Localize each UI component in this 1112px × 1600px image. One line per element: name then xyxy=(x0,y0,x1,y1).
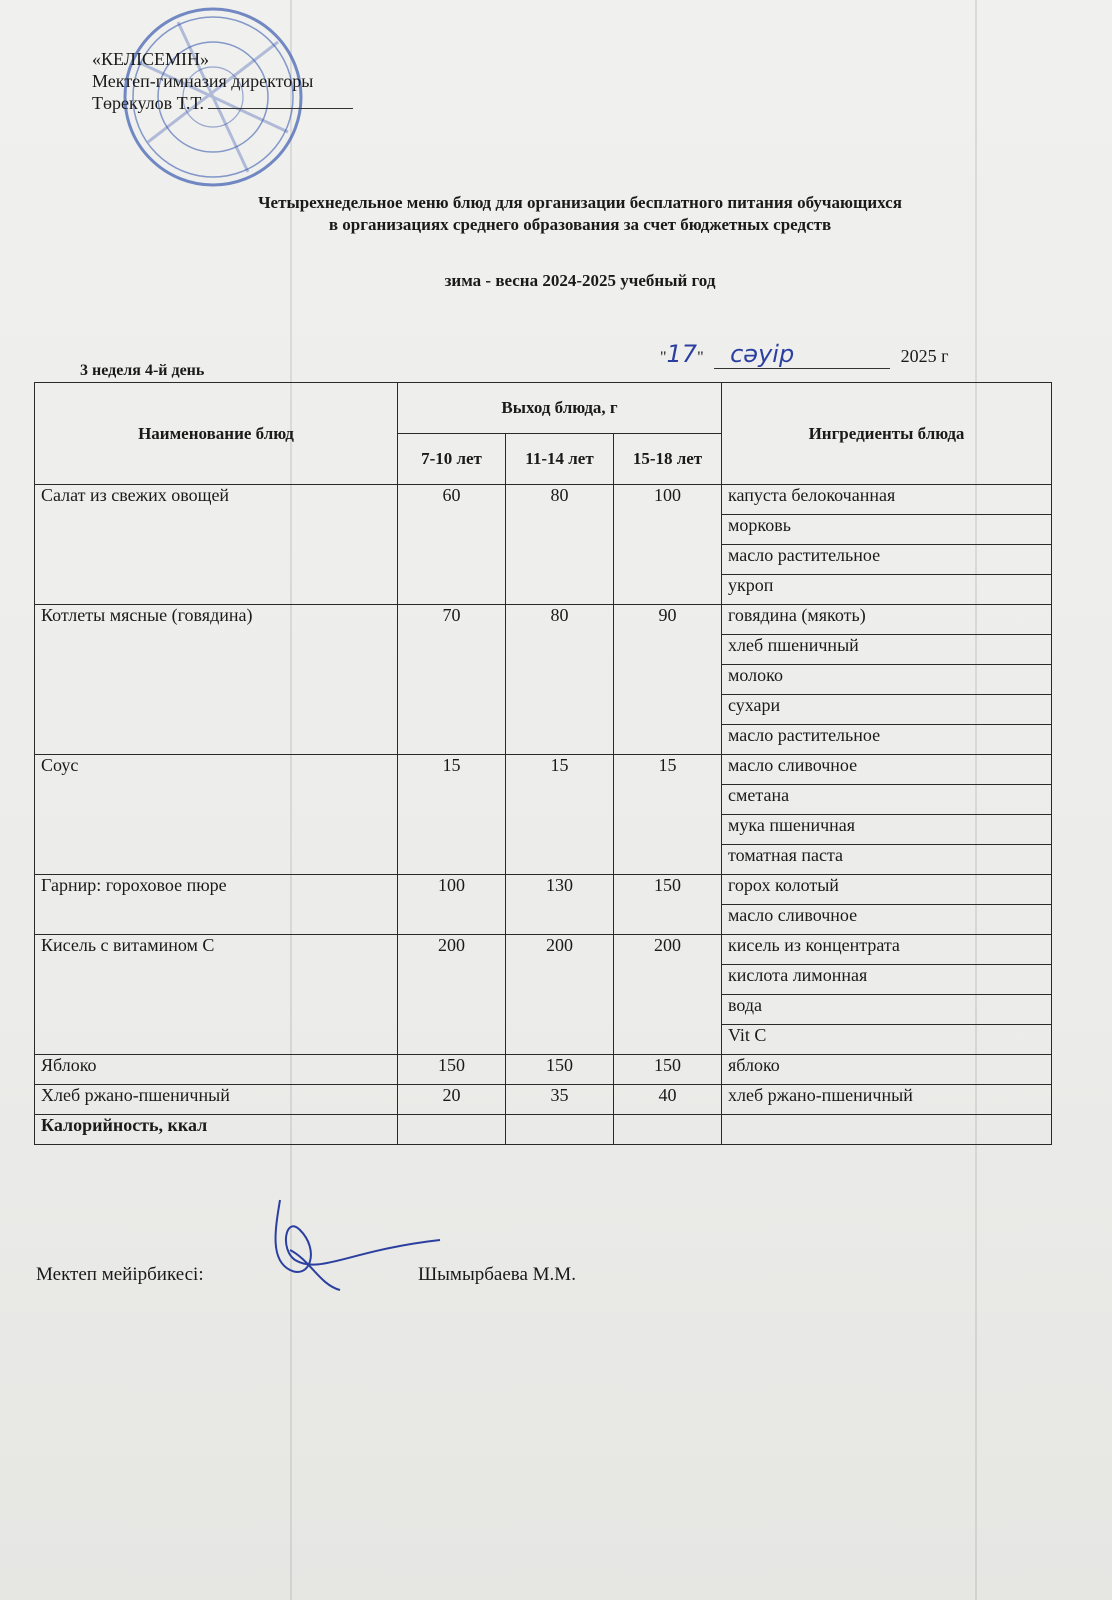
approval-block xyxy=(92,48,353,114)
calorie-cell xyxy=(722,1115,1052,1145)
document-title xyxy=(150,192,1010,236)
dish-output-v3: 40 xyxy=(614,1085,722,1115)
header-ingredients: Ингредиенты блюда xyxy=(722,383,1052,485)
date-year: 2025 г xyxy=(900,346,949,366)
calorie-row xyxy=(35,1115,1052,1145)
calorie-cell xyxy=(614,1115,722,1145)
nurse-name: Шымырбаева М.М. xyxy=(418,1264,576,1285)
dish-output-v1: 200 xyxy=(398,935,506,1055)
table-row xyxy=(35,1055,1052,1085)
table-row xyxy=(35,755,1052,785)
dish-output-v1: 70 xyxy=(398,605,506,755)
ingredient: масло растительное xyxy=(722,545,1052,575)
header-age-3: 15-18 лет xyxy=(614,434,722,485)
dish-name: Салат из свежих овощей xyxy=(35,485,398,605)
ingredient: горох колотый xyxy=(722,875,1052,905)
dish-output-v3: 200 xyxy=(614,935,722,1055)
ingredient: мука пшеничная xyxy=(722,815,1052,845)
ingredient: масло сливочное xyxy=(722,905,1052,935)
dish-output-v2: 35 xyxy=(506,1085,614,1115)
table-row xyxy=(35,1085,1052,1115)
ingredient: капуста белокочанная xyxy=(722,485,1052,515)
dish-output-v1: 60 xyxy=(398,485,506,605)
dish-name: Хлеб ржано-пшеничный xyxy=(35,1085,398,1115)
dish-output-v3: 100 xyxy=(614,485,722,605)
dish-name: Кисель с витамином С xyxy=(35,935,398,1055)
dish-name: Котлеты мясные (говядина) xyxy=(35,605,398,755)
season-title: зима - весна 2024-2025 учебный год xyxy=(444,271,716,290)
ingredient: хлеб ржано-пшеничный xyxy=(722,1085,1052,1115)
dish-output-v3: 150 xyxy=(614,1055,722,1085)
calorie-label: Калорийность, ккал xyxy=(35,1115,398,1145)
director-name: Төрекулов Т.Т. xyxy=(92,93,205,113)
ingredient: масло растительное xyxy=(722,725,1052,755)
ingredient: яблоко xyxy=(722,1055,1052,1085)
dish-output-v2: 15 xyxy=(506,755,614,875)
dish-output-v1: 150 xyxy=(398,1055,506,1085)
nurse-label: Мектеп мейірбикесі: xyxy=(36,1264,204,1285)
table-row xyxy=(35,935,1052,965)
director-position: Мектеп-гимназия директоры xyxy=(92,71,314,91)
ingredient: говядина (мякоть) xyxy=(722,605,1052,635)
ingredient: Vit C xyxy=(722,1025,1052,1055)
dish-output-v2: 200 xyxy=(506,935,614,1055)
table-row xyxy=(35,875,1052,905)
approval-label: «КЕЛІСЕМІН» xyxy=(92,49,209,69)
dish-output-v3: 15 xyxy=(614,755,722,875)
header-output: Выход блюда, г xyxy=(398,383,722,434)
header-age-2: 11-14 лет xyxy=(506,434,614,485)
dish-output-v2: 150 xyxy=(506,1055,614,1085)
menu-table xyxy=(34,382,1052,1145)
table-row xyxy=(35,605,1052,635)
signature-icon xyxy=(250,1190,450,1310)
dish-output-v1: 100 xyxy=(398,875,506,935)
dish-output-v2: 130 xyxy=(506,875,614,935)
week-day-label: 3 неделя 4-й день xyxy=(80,362,205,379)
dish-output-v1: 15 xyxy=(398,755,506,875)
date-day: 17 xyxy=(666,340,698,368)
ingredient: вода xyxy=(722,995,1052,1025)
title-line-1: Четырехнедельное меню блюд для организации бесплатного питания обучающихся xyxy=(258,193,902,212)
date-month: сәуір xyxy=(730,340,795,368)
ingredient: морковь xyxy=(722,515,1052,545)
header-dish-name: Наименование блюд xyxy=(35,383,398,485)
dish-output-v2: 80 xyxy=(506,485,614,605)
dish-name: Яблоко xyxy=(35,1055,398,1085)
ingredient: томатная паста xyxy=(722,845,1052,875)
dish-output-v3: 150 xyxy=(614,875,722,935)
ingredient: масло сливочное xyxy=(722,755,1052,785)
dish-name: Соус xyxy=(35,755,398,875)
ingredient: сухари xyxy=(722,695,1052,725)
dish-output-v1: 20 xyxy=(398,1085,506,1115)
dish-output-v3: 90 xyxy=(614,605,722,755)
calorie-cell xyxy=(398,1115,506,1145)
ingredient: кислота лимонная xyxy=(722,965,1052,995)
table-row xyxy=(35,485,1052,515)
calorie-cell xyxy=(506,1115,614,1145)
ingredient: сметана xyxy=(722,785,1052,815)
title-line-2: в организациях среднего образования за счет бюджетных средств xyxy=(328,215,832,234)
header-age-1: 7-10 лет xyxy=(398,434,506,485)
ingredient: хлеб пшеничный xyxy=(722,635,1052,665)
dish-name: Гарнир: гороховое пюре xyxy=(35,875,398,935)
dish-output-v2: 80 xyxy=(506,605,614,755)
ingredient: молоко xyxy=(722,665,1052,695)
ingredient: укроп xyxy=(722,575,1052,605)
date-line: "17" сәуір 2025 г xyxy=(660,340,949,368)
ingredient: кисель из концентрата xyxy=(722,935,1052,965)
